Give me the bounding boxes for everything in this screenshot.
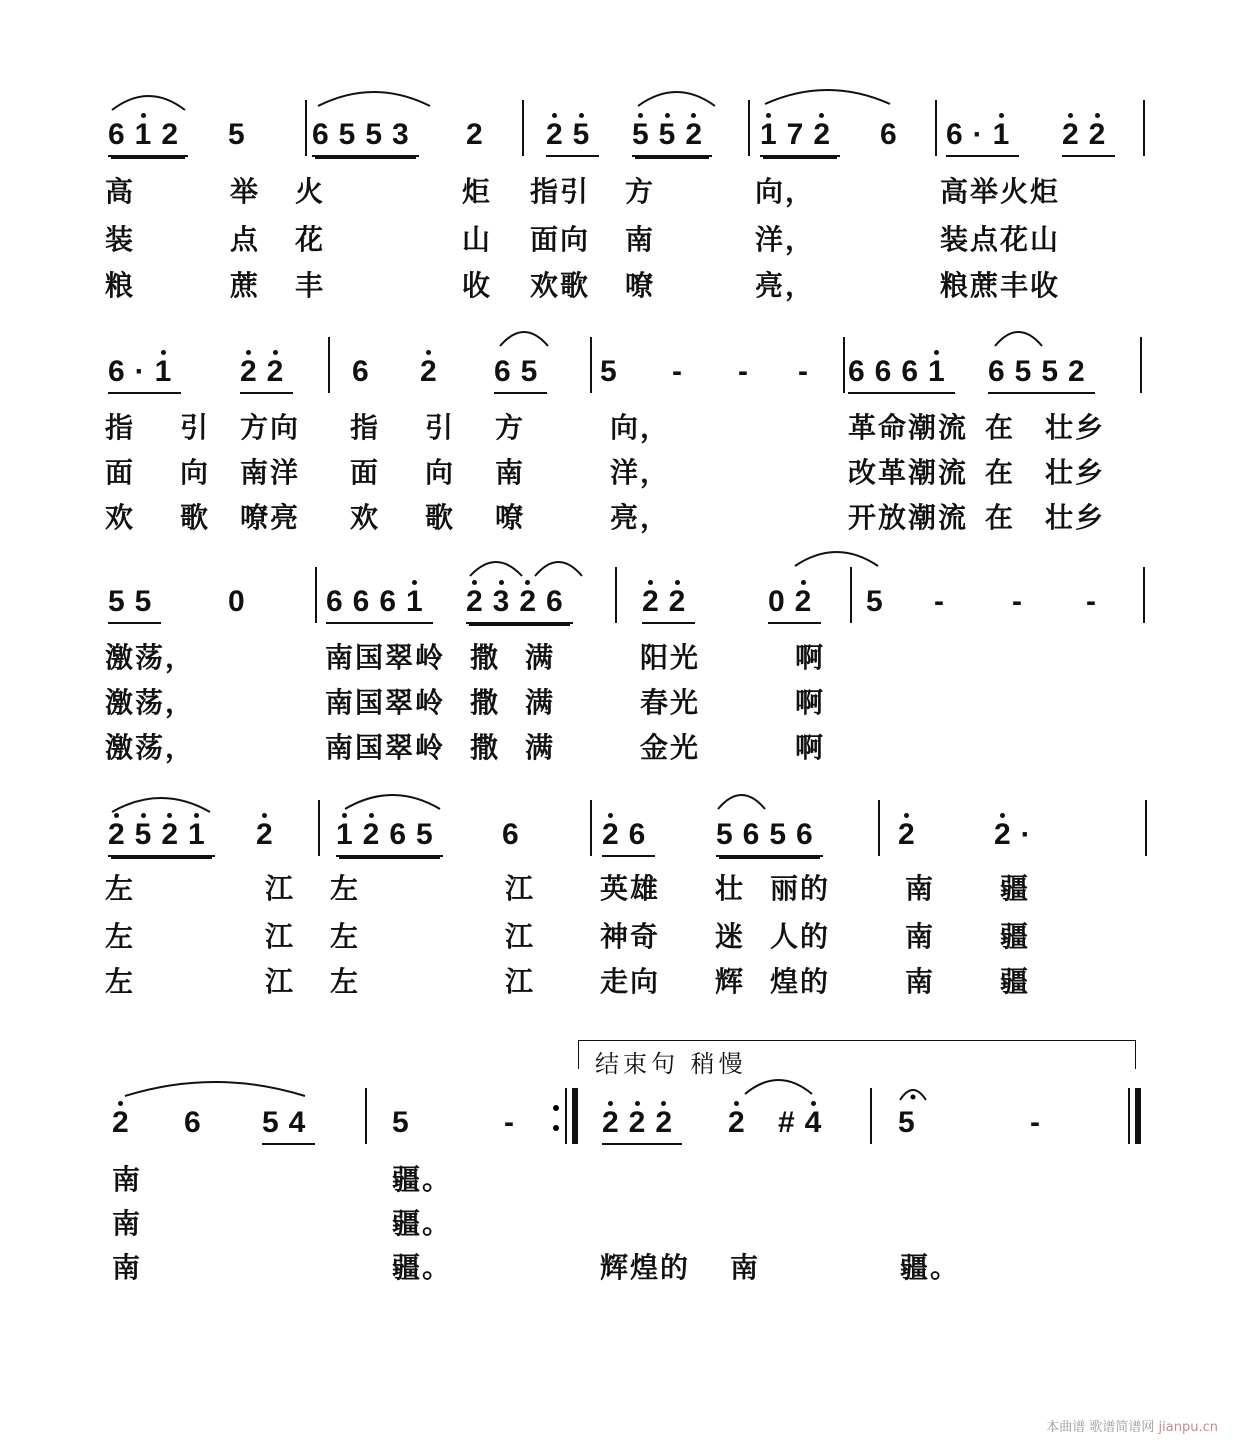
sustain-dash xyxy=(1086,585,1106,622)
note-group xyxy=(768,585,821,624)
barline xyxy=(1145,800,1147,856)
note-beam-group: 2 xyxy=(420,355,447,392)
note-beam-group: 612 xyxy=(108,118,188,157)
barline xyxy=(870,1088,872,1144)
final-barline-thin xyxy=(1128,1088,1130,1144)
octave-dot xyxy=(499,580,504,585)
lyric-verse-2: 改革潮流 xyxy=(848,456,969,489)
note-group xyxy=(466,118,493,155)
lyric-verse-1: 高举火炬 xyxy=(940,175,1061,208)
octave-dot xyxy=(665,113,670,118)
note-group xyxy=(728,1106,755,1143)
lyric-verse-1: 丽的 xyxy=(770,872,831,905)
lyric-verse-2: 迷 xyxy=(715,920,746,953)
note-beam-group: 6 xyxy=(184,1106,211,1139)
note-beam-group: 2 xyxy=(728,1106,755,1143)
note-beam-group: 2· xyxy=(994,818,1041,855)
lyric-verse-3: 南国翠岭 xyxy=(325,731,446,764)
note-beam-group: 172 xyxy=(760,118,840,157)
slur-arc xyxy=(345,795,440,809)
lyric-verse-1: 南国翠岭 xyxy=(325,641,446,674)
note-group xyxy=(466,585,573,624)
lyric-verse-1: 阳光 xyxy=(640,641,701,674)
note-beam-group: 54 xyxy=(262,1106,315,1145)
octave-dot xyxy=(369,813,374,818)
note-beam-group: - xyxy=(672,355,692,388)
lyric-verse-3: 嘹 xyxy=(625,269,656,302)
lyric-verse-3: 撒 xyxy=(470,731,501,764)
octave-dot xyxy=(342,813,347,818)
note-beam-group: #4 xyxy=(778,1106,831,1143)
octave-dot xyxy=(811,1101,816,1106)
lyric-verse-2: 花 xyxy=(295,223,326,256)
octave-dot xyxy=(608,1101,613,1106)
note-group xyxy=(898,1106,925,1143)
lyric-verse-1: 方向 xyxy=(240,411,301,444)
note-group xyxy=(602,1106,682,1145)
note-beam-group: 5 xyxy=(898,1106,925,1139)
lyric-verse-2: 点 xyxy=(230,223,261,256)
slur-arc xyxy=(745,1080,812,1094)
slur-arc xyxy=(500,332,548,346)
note-group xyxy=(546,118,599,157)
note-beam-group: 5 xyxy=(600,355,627,388)
repeat-dot xyxy=(553,1125,559,1131)
note-beam-group: 2 xyxy=(466,118,493,151)
note-group xyxy=(760,118,840,157)
lyric-verse-1: 引 xyxy=(180,411,211,444)
lyric-verse-3: 满 xyxy=(525,731,556,764)
slur-arc xyxy=(718,795,765,809)
lyric-verse-1: 在 xyxy=(985,411,1016,444)
note-beam-group: 5 xyxy=(392,1106,419,1139)
lyric-verse-2: 激荡， xyxy=(105,686,196,719)
lyric-verse-1: 英雄 xyxy=(600,872,661,905)
note-group xyxy=(866,585,893,622)
lyric-verse-3: 亮， xyxy=(610,501,671,534)
lyric-verse-1: 壮 xyxy=(715,872,746,905)
note-beam-group: 6 xyxy=(880,118,907,151)
slur-arc xyxy=(535,562,582,576)
note-group xyxy=(632,118,712,157)
note-group xyxy=(880,118,907,155)
lyric-verse-1: 引 xyxy=(425,411,456,444)
lyric-verse-1: 壮乡 xyxy=(1045,411,1106,444)
note-group xyxy=(108,118,188,157)
octave-dot xyxy=(648,580,653,585)
barline xyxy=(365,1088,367,1144)
note-group xyxy=(228,585,255,622)
note-group xyxy=(642,585,695,624)
lyric-verse-1: 革命潮流 xyxy=(848,411,969,444)
watermark xyxy=(1046,1416,1218,1435)
lyric-verse-1: 方 xyxy=(495,411,526,444)
lyric-verse-1: 火 xyxy=(295,175,326,208)
note-group xyxy=(392,1106,419,1143)
lyric-verse-3: 开放潮流 xyxy=(848,501,969,534)
lyric-verse-3: 歌 xyxy=(425,501,456,534)
lyric-verse-2: 南洋 xyxy=(240,456,301,489)
note-group xyxy=(946,118,1019,157)
lyric-verse-3: 激荡， xyxy=(105,731,196,764)
octave-dot xyxy=(1068,113,1073,118)
slur-arc xyxy=(795,552,878,566)
octave-dot xyxy=(194,813,199,818)
sustain-dash xyxy=(672,355,692,392)
lyric-verse-2: 装 xyxy=(105,223,136,256)
barline xyxy=(748,100,750,156)
sustain-dash xyxy=(798,355,818,392)
note-group xyxy=(108,585,161,624)
barline xyxy=(935,100,937,156)
lyric-verse-1: 指引 xyxy=(530,175,591,208)
lyric-verse-3: 左 xyxy=(330,965,361,998)
lyric-verse-1: 南 xyxy=(905,872,936,905)
note-beam-group: 2326 xyxy=(466,585,573,624)
octave-dot xyxy=(934,350,939,355)
final-barline-thick xyxy=(1135,1088,1141,1144)
note-group xyxy=(502,818,529,855)
octave-dot xyxy=(1095,113,1100,118)
note-beam-group: 6 xyxy=(502,818,529,851)
slur-arc xyxy=(995,332,1042,346)
slur-arc xyxy=(318,92,430,106)
lyric-verse-1: 啊 xyxy=(795,641,826,674)
lyric-verse-3: 走向 xyxy=(600,965,661,998)
note-beam-group: 26 xyxy=(602,818,655,857)
octave-dot xyxy=(675,580,680,585)
lyric-verse-2: 满 xyxy=(525,686,556,719)
octave-dot xyxy=(412,580,417,585)
octave-dot xyxy=(141,113,146,118)
octave-dot xyxy=(734,1101,739,1106)
lyric-verse-1: 疆 xyxy=(1000,872,1031,905)
lyric-verse-1: 江 xyxy=(265,872,296,905)
lyric-verse-1: 方 xyxy=(625,175,656,208)
octave-dot xyxy=(552,113,557,118)
lyric-verse-3: 煌的 xyxy=(770,965,831,998)
note-group xyxy=(994,818,1041,855)
lyric-verse-2: 南 xyxy=(625,223,656,256)
note-beam-group: 0 xyxy=(228,585,255,618)
note-group xyxy=(778,1106,831,1143)
repeat-dot xyxy=(553,1105,559,1111)
lyric-verse-3: 啊 xyxy=(795,731,826,764)
note-beam-group: 22 xyxy=(642,585,695,624)
note-group xyxy=(420,355,447,392)
lyric-verse-1: 左 xyxy=(105,872,136,905)
lyric-verse-1: 疆。 xyxy=(392,1163,453,1196)
note-beam-group: 5 xyxy=(228,118,255,151)
note-beam-group: 5 xyxy=(866,585,893,618)
barline xyxy=(878,800,880,856)
octave-dot xyxy=(167,813,172,818)
note-beam-group: - xyxy=(738,355,758,388)
note-beam-group: 22 xyxy=(1062,118,1115,157)
note-group xyxy=(600,355,627,392)
lyric-verse-1: 南 xyxy=(112,1163,143,1196)
note-beam-group: 65 xyxy=(494,355,547,394)
repeat-barline-thick xyxy=(572,1088,578,1144)
note-group xyxy=(326,585,433,624)
lyric-verse-2: 向 xyxy=(180,456,211,489)
octave-dot xyxy=(141,813,146,818)
lyric-verse-2: 南国翠岭 xyxy=(325,686,446,719)
lyric-verse-3: 欢 xyxy=(350,501,381,534)
lyric-verse-2: 面 xyxy=(105,456,136,489)
note-beam-group: 6661 xyxy=(848,355,955,394)
note-group xyxy=(312,118,419,157)
barline xyxy=(1143,567,1145,623)
barline xyxy=(843,337,845,393)
note-group xyxy=(352,355,379,392)
repeat-barline-thin xyxy=(565,1088,567,1144)
lyric-verse-2: 啊 xyxy=(795,686,826,719)
octave-dot xyxy=(579,113,584,118)
lyric-verse-3: 丰 xyxy=(295,269,326,302)
lyric-verse-1: 向， xyxy=(755,175,816,208)
fermata-dot xyxy=(911,1095,916,1100)
ending-label: 结束句 稍慢 xyxy=(595,1050,747,1078)
lyric-verse-2: 壮乡 xyxy=(1045,456,1106,489)
note-beam-group: - xyxy=(934,585,954,618)
lyric-verse-1: 左 xyxy=(330,872,361,905)
lyric-verse-2: 装点花山 xyxy=(940,223,1061,256)
lyric-verse-2: 山 xyxy=(462,223,493,256)
lyric-verse-3: 疆。 xyxy=(392,1251,453,1284)
lyric-verse-1: 满 xyxy=(525,641,556,674)
lyric-verse-3: 江 xyxy=(265,965,296,998)
note-group xyxy=(112,1106,139,1143)
lyric-verse-2: 洋， xyxy=(610,456,671,489)
sustain-dash xyxy=(738,355,758,392)
note-group xyxy=(336,818,443,857)
lyric-verse-3: 疆。 xyxy=(900,1251,961,1284)
note-group xyxy=(716,818,823,857)
octave-dot xyxy=(472,580,477,585)
lyric-verse-3: 南 xyxy=(112,1251,143,1284)
octave-dot xyxy=(661,1101,666,1106)
note-beam-group: 5656 xyxy=(716,818,823,857)
note-beam-group: 55 xyxy=(108,585,161,624)
octave-dot xyxy=(114,813,119,818)
watermark-site: jianpu.cn xyxy=(1158,1420,1218,1435)
octave-dot xyxy=(635,1101,640,1106)
lyric-verse-3: 亮， xyxy=(755,269,816,302)
lyric-verse-1: 撒 xyxy=(470,641,501,674)
lyric-verse-1: 向， xyxy=(610,411,671,444)
lyric-verse-1: 指 xyxy=(105,411,136,444)
note-group xyxy=(184,1106,211,1143)
note-beam-group: 2521 xyxy=(108,818,215,857)
lyric-verse-2: 南 xyxy=(495,456,526,489)
octave-dot xyxy=(999,113,1004,118)
lyric-verse-2: 南 xyxy=(112,1207,143,1240)
octave-dot xyxy=(638,113,643,118)
note-beam-group: 222 xyxy=(602,1106,682,1145)
lyric-verse-2: 向 xyxy=(425,456,456,489)
lyric-verse-3: 嘹 xyxy=(495,501,526,534)
note-beam-group: 02 xyxy=(768,585,821,624)
lyric-verse-2: 左 xyxy=(330,920,361,953)
octave-dot xyxy=(691,113,696,118)
sustain-dash xyxy=(934,585,954,622)
note-beam-group: - xyxy=(798,355,818,388)
slur-arc xyxy=(765,90,890,104)
note-group xyxy=(262,1106,315,1145)
lyric-verse-2: 人的 xyxy=(770,920,831,953)
note-group xyxy=(256,818,283,855)
sustain-dash xyxy=(1030,1106,1050,1143)
barline xyxy=(615,567,617,623)
lyric-verse-1: 高 xyxy=(105,175,136,208)
lyric-verse-2: 疆。 xyxy=(392,1207,453,1240)
lyric-verse-1: 炬 xyxy=(462,175,493,208)
note-beam-group: - xyxy=(504,1106,524,1139)
lyric-verse-3: 南 xyxy=(730,1251,761,1284)
octave-dot xyxy=(426,350,431,355)
lyric-verse-2: 南 xyxy=(905,920,936,953)
note-group xyxy=(848,355,955,394)
lyric-verse-2: 在 xyxy=(985,456,1016,489)
octave-dot xyxy=(608,813,613,818)
note-group xyxy=(1062,118,1115,157)
lyric-verse-3: 金光 xyxy=(640,731,701,764)
lyric-verse-2: 春光 xyxy=(640,686,701,719)
octave-dot xyxy=(904,813,909,818)
lyric-verse-3: 江 xyxy=(505,965,536,998)
octave-dot xyxy=(525,580,530,585)
lyric-verse-1: 指 xyxy=(350,411,381,444)
note-beam-group: 1265 xyxy=(336,818,443,857)
note-beam-group: 6·1 xyxy=(946,118,1019,157)
lyric-verse-3: 左 xyxy=(105,965,136,998)
watermark-prefix: 本曲谱 歌谱简谱网 xyxy=(1046,1420,1155,1435)
note-beam-group: 6·1 xyxy=(108,355,181,394)
note-beam-group: - xyxy=(1086,585,1106,618)
barline xyxy=(850,567,852,623)
note-beam-group: 6661 xyxy=(326,585,433,624)
note-group xyxy=(898,818,925,855)
barline xyxy=(318,800,320,856)
barline xyxy=(522,100,524,156)
note-group xyxy=(108,355,181,394)
lyric-verse-3: 辉 xyxy=(715,965,746,998)
note-group xyxy=(494,355,547,394)
slur-arc xyxy=(112,798,210,812)
barline xyxy=(590,337,592,393)
note-beam-group: - xyxy=(1012,585,1032,618)
barline xyxy=(590,800,592,856)
lyric-verse-1: 江 xyxy=(505,872,536,905)
lyric-verse-2: 面向 xyxy=(530,223,591,256)
lyric-verse-2: 疆 xyxy=(1000,920,1031,953)
barline xyxy=(305,100,307,156)
lyric-verse-3: 嘹亮 xyxy=(240,501,301,534)
slur-arc xyxy=(638,92,715,106)
lyric-verse-3: 欢 xyxy=(105,501,136,534)
barline xyxy=(1140,337,1142,393)
lyric-verse-1: 激荡， xyxy=(105,641,196,674)
lyric-verse-3: 歌 xyxy=(180,501,211,534)
lyric-verse-3: 壮乡 xyxy=(1045,501,1106,534)
note-group xyxy=(228,118,255,155)
barline xyxy=(1143,100,1145,156)
barline xyxy=(328,337,330,393)
lyric-verse-3: 南 xyxy=(905,965,936,998)
lyric-verse-2: 江 xyxy=(505,920,536,953)
lyric-verse-3: 欢歌 xyxy=(530,269,591,302)
lyric-verse-2: 左 xyxy=(105,920,136,953)
lyric-verse-3: 蔗 xyxy=(230,269,261,302)
barline xyxy=(315,567,317,623)
sustain-dash xyxy=(504,1106,524,1143)
lyric-verse-2: 江 xyxy=(265,920,296,953)
note-group xyxy=(988,355,1095,394)
lyric-verse-3: 在 xyxy=(985,501,1016,534)
lyric-verse-2: 面 xyxy=(350,456,381,489)
note-beam-group: 6552 xyxy=(988,355,1095,394)
lyric-verse-3: 疆 xyxy=(1000,965,1031,998)
octave-dot xyxy=(819,113,824,118)
octave-dot xyxy=(118,1101,123,1106)
note-group xyxy=(240,355,293,394)
lyric-verse-3: 辉煌的 xyxy=(600,1251,691,1284)
lyric-verse-3: 粮蔗丰收 xyxy=(940,269,1061,302)
note-beam-group: 552 xyxy=(632,118,712,157)
lyric-verse-1: 举 xyxy=(230,175,261,208)
octave-dot xyxy=(273,350,278,355)
slur-arc xyxy=(470,562,522,576)
slur-arc xyxy=(125,1082,305,1096)
octave-dot xyxy=(766,113,771,118)
lyric-verse-2: 神奇 xyxy=(600,920,661,953)
octave-dot xyxy=(1000,813,1005,818)
note-beam-group: 6 xyxy=(352,355,379,388)
lyric-verse-2: 撒 xyxy=(470,686,501,719)
lyric-verse-3: 收 xyxy=(462,269,493,302)
note-beam-group: 22 xyxy=(240,355,293,394)
sustain-dash xyxy=(1012,585,1032,622)
note-beam-group: - xyxy=(1030,1106,1050,1139)
note-beam-group: 6553 xyxy=(312,118,419,157)
lyric-verse-2: 洋， xyxy=(755,223,816,256)
note-beam-group: 2 xyxy=(898,818,925,855)
octave-dot xyxy=(262,813,267,818)
lyric-verse-3: 粮 xyxy=(105,269,136,302)
note-group xyxy=(602,818,655,857)
octave-dot xyxy=(801,580,806,585)
note-beam-group: 2 xyxy=(112,1106,139,1143)
octave-dot xyxy=(161,350,166,355)
note-group xyxy=(108,818,215,857)
octave-dot xyxy=(246,350,251,355)
note-beam-group: 25 xyxy=(546,118,599,157)
slur-arc xyxy=(112,96,185,110)
note-beam-group: 2 xyxy=(256,818,283,855)
